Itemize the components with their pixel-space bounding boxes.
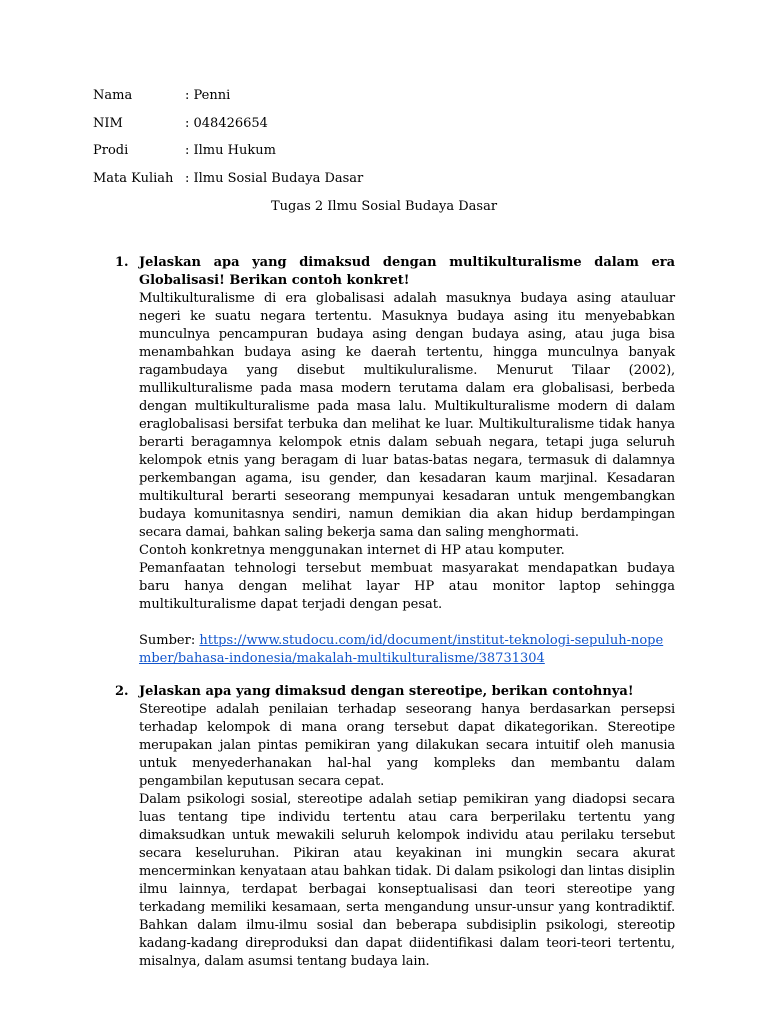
- question-number: 1.: [115, 255, 129, 270]
- document-title: Tugas 2 Ilmu Sosial Budaya Dasar: [270, 199, 498, 214]
- answer-paragraph: Contoh konkretnya menggunakan internet di HP atau komputer.: [139, 543, 565, 558]
- field-nama: [93, 86, 363, 114]
- source-link[interactable]: https://www.studocu.com/id/document/institut-teknologi-sepuluh-nopember/bahasa-indonesia/makalah-multikulturalisme/38731304: [139, 633, 664, 666]
- answer-paragraph: Dalam psikologi sosial, stereotipe adalah setiap pemikiran yang diadopsi secara luas tentang tipe individu tertentu atau cara berperilaku tertentu yang dimaksudkan untuk mewakili seluruh kelompok individu atau perilaku tersebut secara keseluruhan. Pikiran atau keyakinan ini mungkin secara akurat mencerminkan kenyataan atau bahkan tidak. Di dalam psikologi dan lintas disiplin ilmu lainnya, terdapat berbagai konseptualisasi dan teori stereotipe yang terkadang memiliki kesamaan, serta mengandung unsur-unsur yang kontradiktif. Bahkan dalam ilmu-ilmu sosial dan beberapa subdisiplin psikologi, stereotip kadang-kadang direproduksi dan dapat diidentifikasi dalam teori-teori tertentu, misalnya, dalam asumsi tentang budaya lain.: [139, 792, 675, 969]
- question-item: [115, 254, 675, 668]
- question-list: [115, 254, 675, 971]
- answer-paragraph: Multikulturalisme di era globalisasi adalah masuknya budaya asing atauluar negeri ke suatu negara tertentu. Masuknya budaya asing itu menyebabkan munculnya pencampuran budaya asing dengan budaya asing, atau juga bisa menambahkan budaya asing ke daerah tertentu, hingga munculnya banyak ragambudaya yang disebut multikuluralisme. Menurut Tilaar (2002), mullikulturalisme pada masa modern terutama dalam era globalisasi, berbeda dengan multikulturalisme pada masa lalu. Multikulturalisme modern di dalam eraglobalisasi bersifat terbuka dan melihat ke luar. Multikulturalisme tidak hanya berarti beragamnya kelompok etnis dalam sebuah negara, tetapi juga seluruh kelompok etnis yang beragam di luar batas-batas negara, termasuk di dalamnya perkembangan agama, isu gender, dan kesadaran kaum marjinal. Kesadaran multikultural berarti seseorang mempunyai kesadaran untuk mengembangkan budaya komunitasnya sendiri, namun demikian dia akan hidup berdampingan secara damai, bahkan saling bekerja sama dan saling menghormati.: [139, 291, 675, 540]
- question-item: [115, 683, 675, 971]
- source-label: Sumber:: [139, 633, 200, 648]
- question-text: Jelaskan apa yang dimaksud dengan stereotipe, berikan contohnya!: [139, 684, 634, 699]
- answer-paragraph: Pemanfaatan tehnologi tersebut membuat masyarakat mendapatkan budaya baru hanya dengan melihat layar HP atau monitor laptop sehingga multikulturalisme dapat terjadi dengan pesat.: [139, 561, 675, 612]
- field-value: : Penni: [185, 88, 231, 103]
- field-label: Nama: [93, 88, 133, 103]
- source-citation: [139, 632, 675, 668]
- field-nim: [93, 114, 363, 142]
- field-label: Prodi: [93, 143, 129, 158]
- field-value: : Ilmu Hukum: [185, 143, 276, 158]
- answer-paragraph: Stereotipe adalah penilaian terhadap seseorang hanya berdasarkan persepsi terhadap kelompok di mana orang tersebut dapat dikategorikan. Stereotipe merupakan jalan pintas pemikiran yang dilakukan secara intuitif oleh manusia untuk menyederhanakan hal-hal yang kompleks dan membantu dalam pengambilan keputusan secara cepat.: [139, 702, 675, 789]
- field-mata-kuliah: [93, 169, 363, 197]
- field-label: NIM: [93, 115, 123, 131]
- spacer: [139, 614, 675, 632]
- field-value: : Ilmu Sosial Budaya Dasar: [185, 170, 364, 186]
- student-info: [93, 86, 363, 196]
- spacer: [139, 668, 675, 683]
- question-number: 2.: [115, 684, 129, 699]
- field-value: : 048426654: [185, 115, 268, 131]
- field-label: Mata Kuliah: [93, 170, 174, 186]
- field-prodi: [93, 141, 363, 169]
- question-text: Jelaskan apa yang dimaksud dengan multikulturalisme dalam era Globalisasi! Berikan contoh konkret!: [139, 255, 675, 288]
